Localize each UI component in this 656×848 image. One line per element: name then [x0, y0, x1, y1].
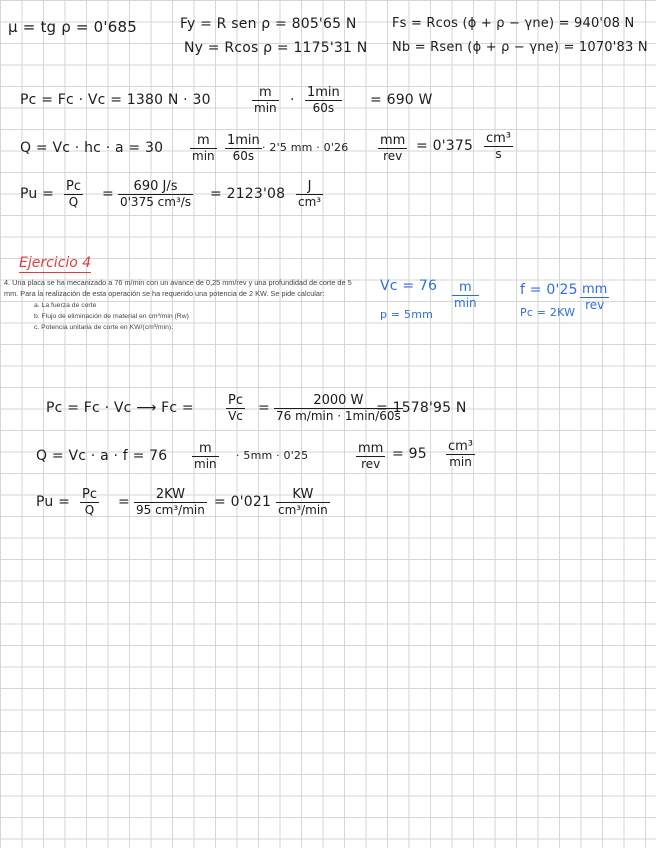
fraction-1min-60s: 1min 60s — [307, 85, 340, 115]
q2-equation: Q = Vc · a · f = 76 — [36, 448, 168, 464]
fraction-pc-q: $\frac{Pc}{Q}$ — [82, 487, 97, 517]
q2-result: = 95 — [392, 446, 427, 462]
nb-equation: Nb = Rsen (ϕ + ρ − γne) = 1070'83 N — [392, 40, 648, 55]
given-f: f = 0'25 — [520, 282, 578, 298]
exercise-heading: Ejercicio 4 — [19, 255, 92, 271]
fraction-mm-rev: mm rev — [380, 133, 406, 163]
given-f-units: mm rev — [582, 282, 608, 312]
equals-sign: = — [118, 494, 130, 510]
pu2-label: Pu = — [36, 494, 71, 510]
fraction-2kw-95: 2KW 95 cm³/min — [136, 487, 205, 517]
given-vc: Vc = 76 — [380, 278, 438, 294]
pu2-result: = 0'021 — [214, 494, 272, 510]
fraction-pc-q: $\frac{Pc}{Q}$ — [66, 179, 81, 209]
q-middle: · 2'5 mm · 0'26 — [262, 141, 349, 154]
question-list — [4, 300, 364, 333]
pu-label: Pu = — [20, 186, 55, 202]
statement-text: 4. Una placa se ha mecanizado a 76 m/min con un avance de 0,25 mm/rev y una profundidad de corte de 5 mm. Para la realización de esta operación se ha requerido una potencia de 2 KW. Se pide calcular: — [4, 278, 352, 298]
fraction-m-min: m min — [192, 133, 215, 163]
fy-equation: Fy = R sen ρ = 805'65 N — [180, 16, 357, 32]
fraction-1min-60s: 1min 60s — [227, 133, 260, 163]
pc-equation: Pc = Fc · Vc = 1380 N · 30 — [20, 92, 211, 108]
given-p: p = 5mm — [380, 308, 434, 321]
fraction-m-min: m min — [194, 441, 217, 471]
equals-sign: = — [258, 400, 270, 416]
ny-equation: Ny = Rcos ρ = 1175'31 N — [184, 40, 368, 56]
fraction-pc-vc: $\frac{Pc}{Vc}$ — [228, 393, 243, 423]
fraction-mm-rev: mm rev — [358, 441, 384, 471]
fraction-690-0375: $\frac{690 J/s}{\text{0'375 cm³/s}}$ — [120, 179, 192, 209]
fc-result: = 1578'95 N — [376, 400, 467, 416]
given-pc: Pc = 2KW — [520, 306, 576, 319]
q-result: = 0'375 — [416, 138, 474, 154]
mu-equation: μ = tg ρ = 0'685 — [8, 18, 137, 36]
pu-result: = 2123'08 — [210, 186, 286, 202]
fs-equation: Fs = Rcos (ϕ + ρ − γne) = 940'08 N — [392, 16, 635, 31]
problem-statement — [4, 277, 364, 333]
q-equation: Q = Vc · hc · a = 30 — [20, 140, 164, 156]
equals-sign: = — [102, 186, 114, 202]
question-item: b. Flujo de eliminación de material en cm³/min (Rw) — [34, 313, 189, 320]
fc-equation: Pc = Fc · Vc ⟶ Fc = — [46, 400, 194, 416]
question-item: c. Potencia unitaria de corte en KW/(cm³/min). — [34, 324, 174, 331]
pc-result: = 690 W — [370, 92, 433, 108]
dot: · — [290, 92, 295, 108]
fraction-cm3-s: $\frac{\text{cm³}}{s}$ — [486, 131, 512, 161]
question-item: a. La fuerza de corte — [34, 302, 97, 309]
fraction-kw-cm3min: KW cm³/min — [278, 487, 328, 517]
fraction-2000-76: 2000 W 76 m/min · 1min/60s — [276, 393, 401, 423]
given-vc-units: m min — [454, 280, 477, 310]
q2-middle: · 5mm · 0'25 — [236, 449, 309, 462]
fraction-j-cm3: $\frac{J}{\text{cm³}}$ — [298, 179, 322, 209]
fraction-m-min: m min — [254, 85, 277, 115]
fraction-cm3-min: cm³ min — [448, 439, 474, 469]
